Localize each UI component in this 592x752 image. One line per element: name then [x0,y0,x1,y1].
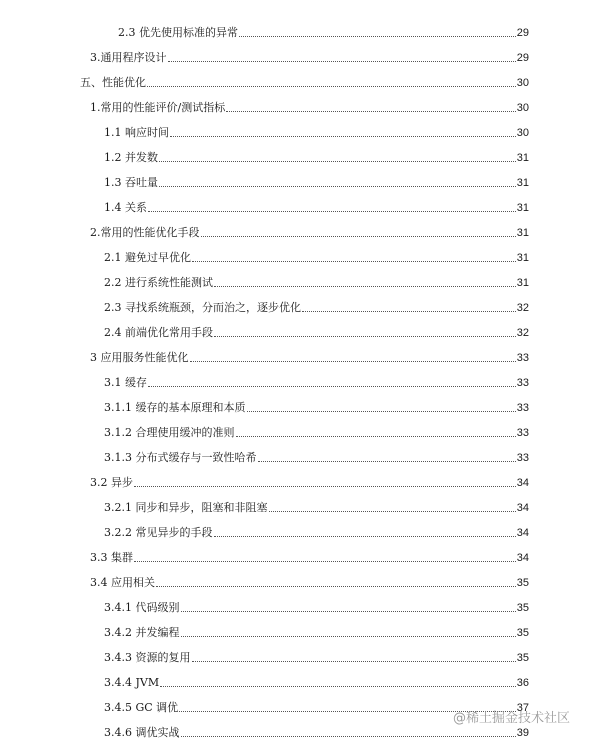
dot-leader [269,511,516,512]
toc-entry-label: 2.常用的性能优化手段 [90,226,200,239]
toc-entry[interactable] [104,199,529,215]
toc-entry-label: 2.3 寻找系统瓶颈，分而治之，逐步优化 [104,301,301,314]
toc-entry[interactable] [104,674,529,690]
dot-leader [160,686,516,687]
toc-entry-label: 3.4.2 并发编程 [104,626,180,639]
toc-entry-label: 3.1.3 分布式缓存与一致性哈希 [104,451,257,464]
toc-entry-label: 3.2.2 常见异步的手段 [104,526,213,539]
dot-leader [181,636,516,637]
toc-entry-page-number: 31 [516,252,529,264]
toc-entry-page-number: 33 [516,402,529,414]
toc-entry-page-number: 31 [516,227,529,239]
toc-entry-label: 1.2 并发数 [104,151,158,164]
toc-entry-label: 3.2 异步 [90,476,133,489]
dot-leader [247,411,516,412]
dot-leader [159,186,516,187]
toc-entry-page-number: 34 [516,527,529,539]
toc-entry-label: 1.1 响应时间 [104,126,169,139]
toc-entry-label: 3.2.1 同步和异步，阻塞和非阻塞 [104,501,268,514]
toc-entry-page-number: 36 [516,677,529,689]
dot-leader [239,36,516,37]
toc-entry-page-number: 33 [516,377,529,389]
toc-entry[interactable] [90,349,529,365]
dot-leader [214,336,516,337]
toc-entry-page-number: 31 [516,177,529,189]
toc-entry[interactable] [104,324,529,340]
toc-entry[interactable] [104,524,529,540]
toc-entry-label: 3.4.5 GC 调优 [104,701,179,714]
dot-leader [236,436,516,437]
dot-leader [214,536,516,537]
toc-entry[interactable] [104,649,529,665]
toc-entry-page-number: 29 [516,52,529,64]
toc-entry-label: 3.3 集群 [90,551,133,564]
toc-entry-label: 3 应用服务性能优化 [90,351,189,364]
toc-entry-page-number: 35 [516,652,529,664]
toc-entry-label: 1.3 吞吐量 [104,176,158,189]
dot-leader [134,561,516,562]
dot-leader [134,486,516,487]
toc-entry-label: 2.3 优先使用标准的异常 [118,26,238,39]
toc-entry-label: 2.4 前端优化常用手段 [104,326,213,339]
toc-entry[interactable] [104,449,529,465]
dot-leader [148,211,516,212]
toc-entry[interactable] [104,424,529,440]
toc-entry-page-number: 32 [516,327,529,339]
dot-leader [201,236,516,237]
dot-leader [168,61,516,62]
toc-entry-label: 3.1 缓存 [104,376,147,389]
toc-entry-label: 3.4.6 调优实战 [104,726,180,739]
dot-leader [159,161,516,162]
toc-entry-page-number: 31 [516,202,529,214]
toc-entry[interactable] [104,124,529,140]
toc-entry[interactable] [90,49,529,65]
toc-entry[interactable] [104,149,529,165]
toc-entry-page-number: 34 [516,502,529,514]
toc-entry-page-number: 35 [516,577,529,589]
toc-entry-label: 3.1.1 缓存的基本原理和本质 [104,401,246,414]
toc-entry-page-number: 33 [516,452,529,464]
dot-leader [190,361,516,362]
toc-entry-page-number: 31 [516,277,529,289]
toc-entry[interactable] [104,499,529,515]
toc-entry-label: 1.4 关系 [104,201,147,214]
toc-entry[interactable] [104,624,529,640]
toc-entry[interactable] [104,174,529,190]
toc-entry-page-number: 35 [516,602,529,614]
toc-entry[interactable] [118,24,529,40]
toc-entry-page-number: 30 [516,127,529,139]
toc-entry[interactable] [90,99,529,115]
toc-entry[interactable] [90,574,529,590]
toc-entry-page-number: 30 [516,77,529,89]
toc-entry-page-number: 33 [516,352,529,364]
toc-entry-page-number: 30 [516,102,529,114]
toc-entry-page-number: 32 [516,302,529,314]
toc-entry[interactable] [90,474,529,490]
toc-entry-label: 3.4.3 资源的复用 [104,651,191,664]
toc-entry-page-number: 37 [516,702,529,714]
dot-leader [226,111,516,112]
toc-entry-label: 3.4 应用相关 [90,576,155,589]
dot-leader [147,86,516,87]
toc-entry-page-number: 39 [516,727,529,739]
watermark: @稀土掘金技术社区 [452,711,570,726]
toc-entry-label: 3.通用程序设计 [90,51,167,64]
dot-leader [181,611,516,612]
toc-entry[interactable] [90,549,529,565]
dot-leader [302,311,516,312]
dot-leader [148,386,516,387]
toc-entry[interactable] [80,74,529,90]
toc-entry[interactable] [104,374,529,390]
toc-entry-page-number: 33 [516,427,529,439]
dot-leader [192,661,516,662]
dot-leader [181,736,516,737]
toc-entry[interactable] [104,274,529,290]
dot-leader [170,136,516,137]
toc-entry-label: 五、性能优化 [80,76,146,89]
toc-entry-page-number: 34 [516,477,529,489]
toc-entry-page-number: 31 [516,152,529,164]
toc-entry-label: 3.4.1 代码级别 [104,601,180,614]
toc-entry[interactable] [104,399,529,415]
toc-entry-page-number: 34 [516,552,529,564]
toc-entry-label: 2.1 避免过早优化 [104,251,191,264]
toc-entry[interactable] [104,299,529,315]
toc-entry[interactable] [104,599,529,615]
toc-entry-label: 3.1.2 合理使用缓冲的准则 [104,426,235,439]
toc-entry-label: 1.常用的性能评价/测试指标 [90,101,226,114]
dot-leader [156,586,516,587]
toc-entry[interactable] [90,224,529,240]
dot-leader [214,286,516,287]
dot-leader [258,461,516,462]
toc-entry[interactable] [104,724,529,740]
toc-entry-page-number: 29 [516,27,529,39]
toc-entry-label: 2.2 进行系统性能测试 [104,276,213,289]
toc-entry-label: 3.4.4 JVM [104,676,160,689]
dot-leader [192,261,516,262]
toc-entry[interactable] [104,249,529,265]
toc-entry-page-number: 35 [516,627,529,639]
